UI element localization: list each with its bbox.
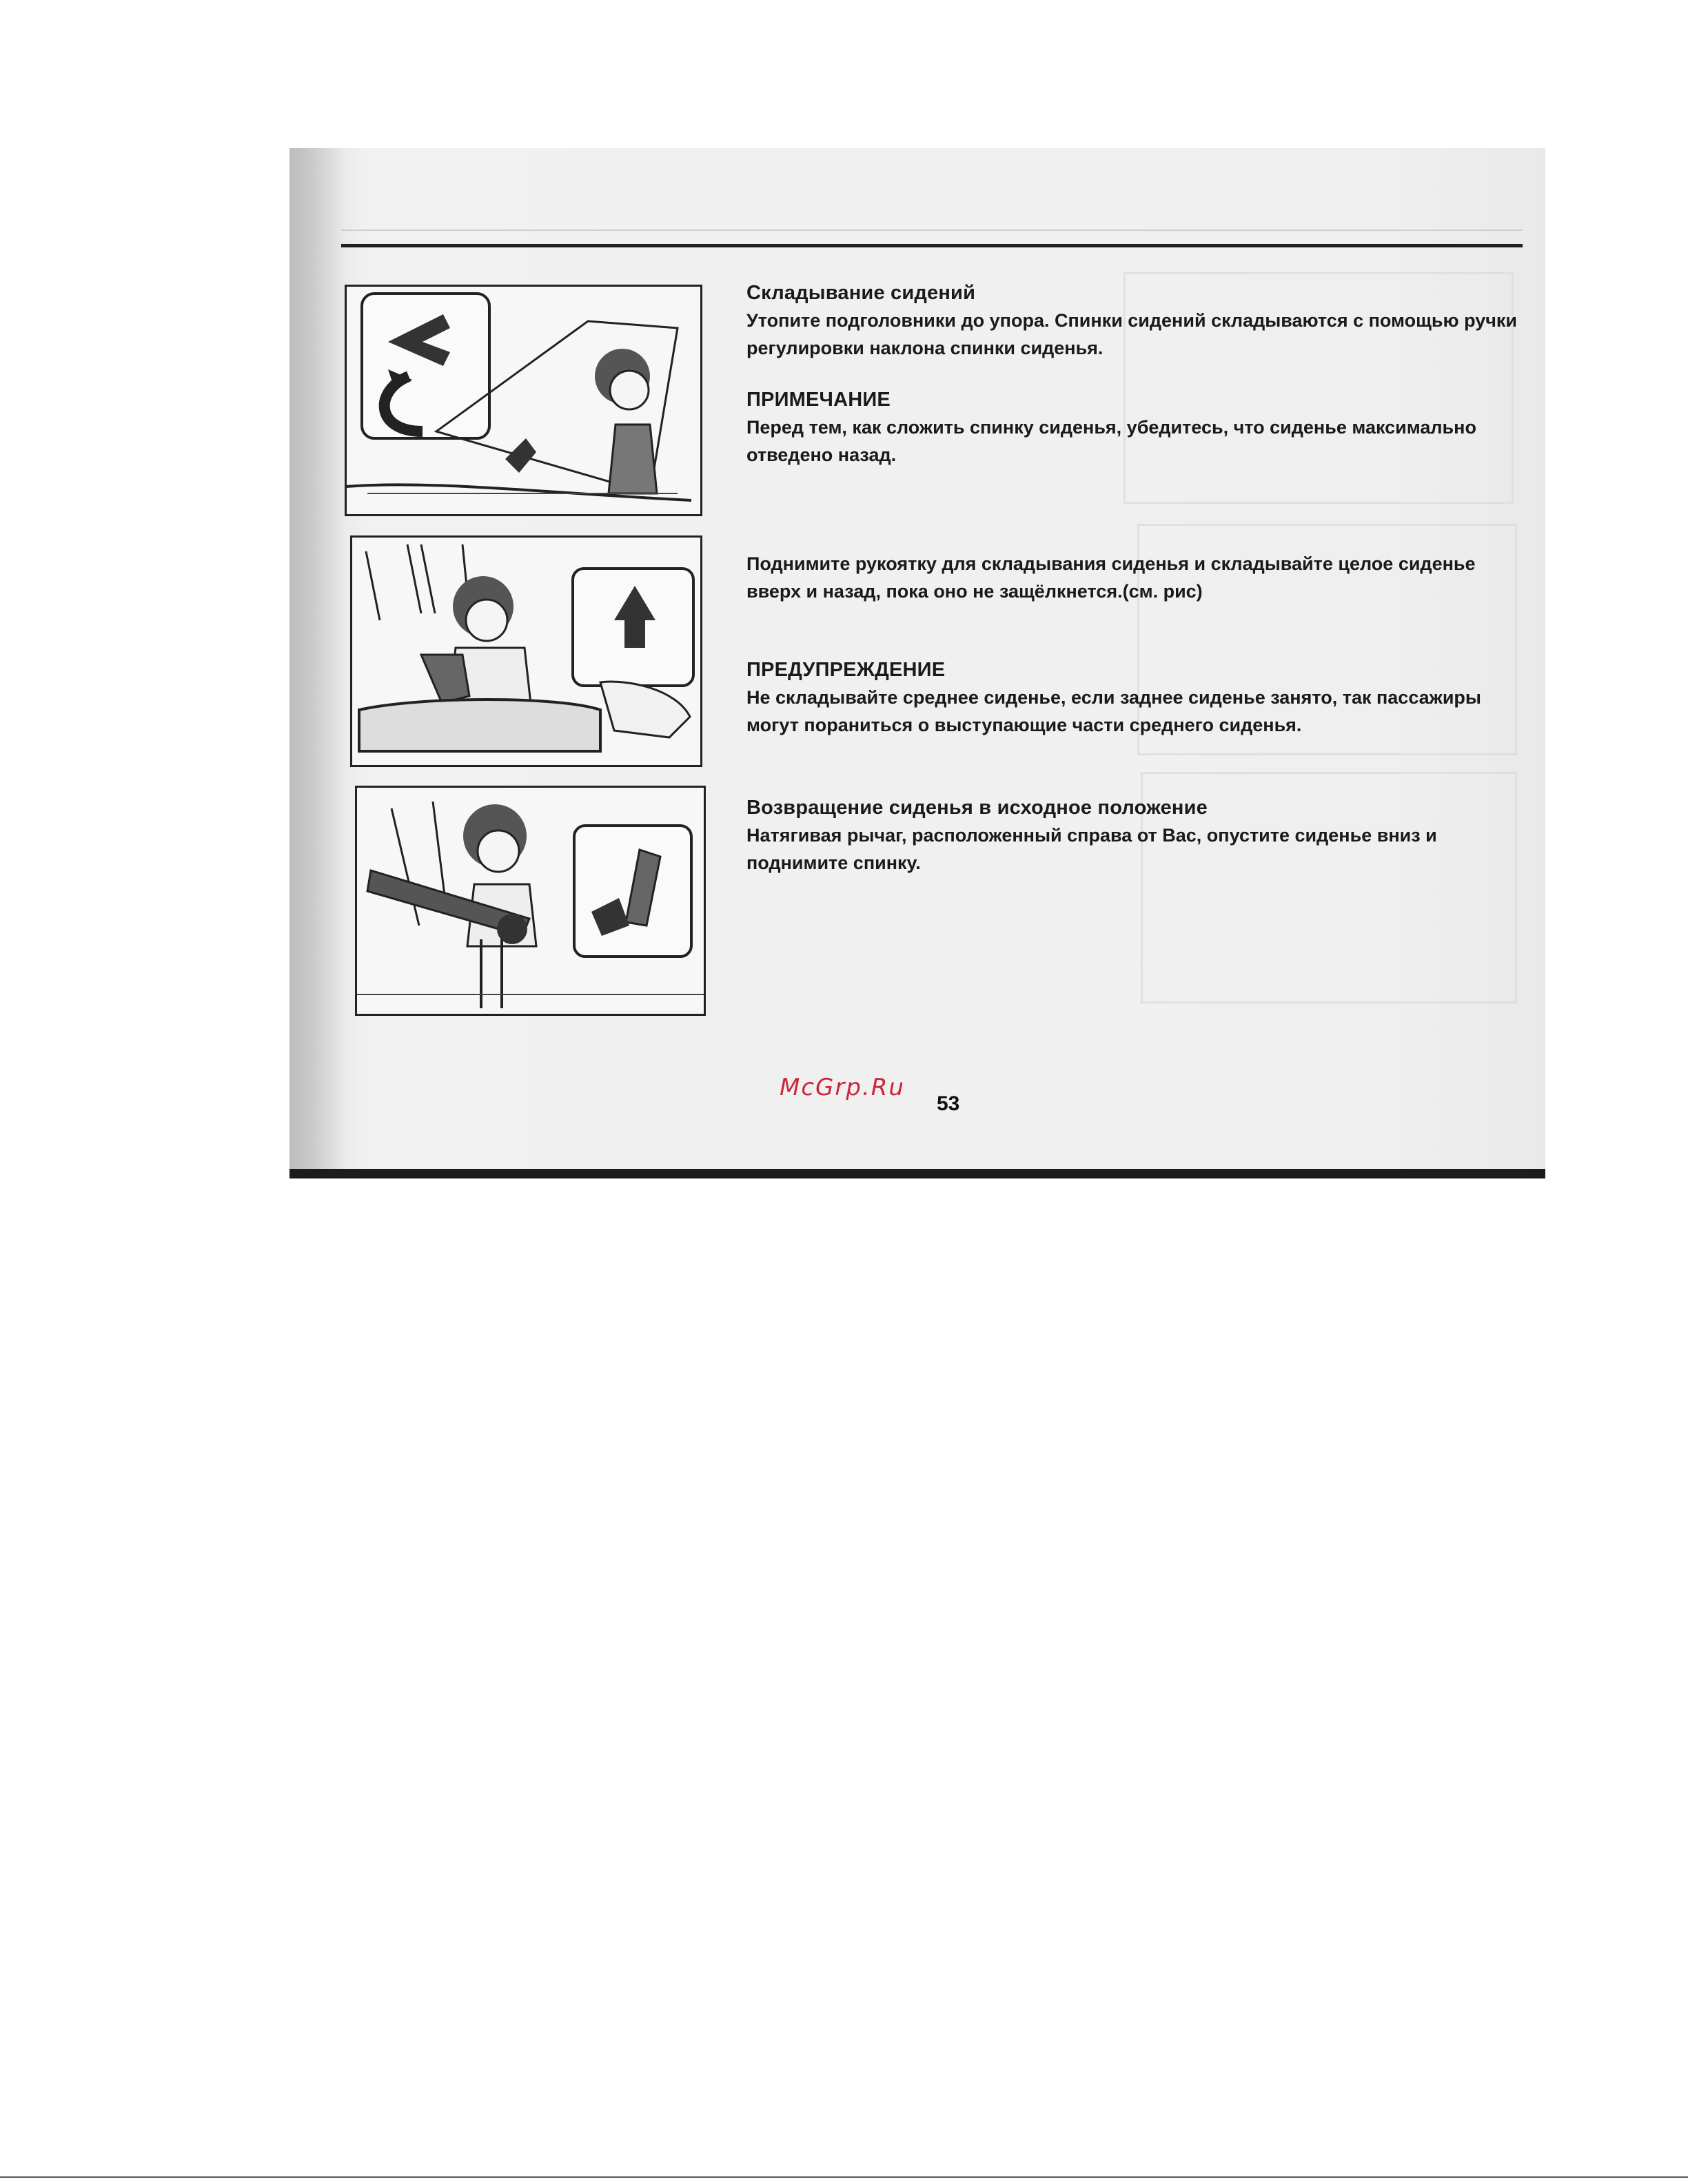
section-body: Перед тем, как сложить спинку сиденья, убедитесь, что сиденье максимально отведено назад. [746,417,1476,465]
page-bottom-rule [0,2176,1688,2178]
seat-fold-lever-illustration-icon [350,535,702,767]
section-heading: ПРИМЕЧАНИЕ [746,389,891,411]
section-warning [746,656,1532,739]
seat-return-lever-illustration-icon [355,786,706,1016]
header-thin-rule [341,229,1523,231]
section-return-seat [746,794,1532,877]
watermark-text: McGrp.Ru [780,1074,905,1101]
section-heading: ПРЕДУПРЕЖДЕНИЕ [746,659,946,681]
book-spine-shadow [289,148,345,1178]
section-body: Поднимите рукоятку для складывания сиденья и складывайте целое сиденье вверх и назад, пока оно не защёлкнется.(см. рис) [746,553,1476,602]
section-folding-seats [746,279,1532,362]
page-number: 53 [937,1092,960,1115]
section-heading: Возвращение сиденья в исходное положение [746,797,1208,819]
section-fold-lever [746,550,1532,605]
section-body: Утопите подголовники до упора. Спинки сидений складываются с помощью ручки регулировки наклона спинки сиденья. [746,310,1518,358]
section-note [746,386,1532,469]
section-body: Не складывайте среднее сиденье, если заднее сиденье занято, так пассажиры могут пораниться о выступающие части среднего сиденья. [746,687,1481,735]
header-rule [341,244,1523,247]
scanned-page [289,148,1545,1178]
section-heading: Складывание сидений [746,282,976,304]
section-body: Натягивая рычаг, расположенный справа от Вас, опустите сиденье вниз и поднимите спинку. [746,825,1437,873]
headrest-fold-illustration-icon [345,285,702,516]
scan-edge [289,1169,1545,1178]
